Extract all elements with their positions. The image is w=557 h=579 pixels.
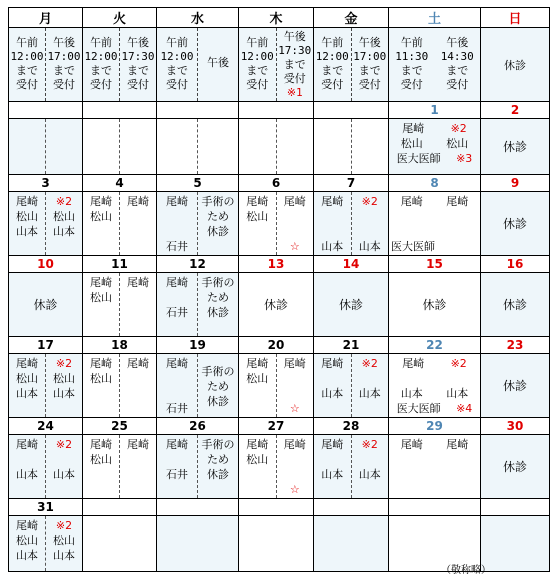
- doc: 尾崎: [246, 438, 269, 451]
- doc: 松山: [90, 372, 112, 385]
- date: 22: [389, 337, 481, 354]
- cell-28: [314, 435, 389, 499]
- weekday-sat: 土: [389, 8, 481, 28]
- doc: 尾崎: [400, 438, 423, 451]
- note-mark: ※2: [361, 438, 378, 451]
- hours-fri: [314, 28, 389, 102]
- hours-wed: [157, 28, 239, 102]
- doc: 山本: [321, 468, 344, 481]
- doc: 山本: [321, 240, 344, 253]
- doc: 松山: [53, 372, 75, 385]
- date: 27: [239, 418, 314, 435]
- note-mark: ※1: [286, 86, 303, 99]
- weekday-thu: 木: [239, 8, 314, 28]
- hours-tue: [83, 28, 157, 102]
- doc: 松山: [400, 137, 423, 150]
- date: 16: [481, 256, 550, 273]
- hours-thu-am: 午前 12:00 まで 受付: [239, 28, 277, 101]
- doc: 尾崎: [283, 357, 306, 370]
- cell-21: [314, 354, 389, 418]
- date: 18: [83, 337, 157, 354]
- doc: 松山: [90, 291, 112, 304]
- doc: 石井: [166, 306, 188, 319]
- doc: 山本: [321, 387, 344, 400]
- doc: 松山: [446, 137, 469, 150]
- date-w1-sun: 2: [481, 102, 550, 119]
- hours-wed-am: 午前 12:00 まで 受付: [157, 28, 198, 101]
- doc: 尾崎: [400, 195, 423, 208]
- doc: 尾崎: [16, 438, 38, 451]
- date: 29: [389, 418, 481, 435]
- doc: 尾崎: [16, 195, 38, 208]
- doc: 山本: [53, 549, 75, 562]
- hours-thu-pm-text: 午後 17:30 まで 受付: [278, 30, 312, 85]
- note-mark: ※2: [361, 195, 378, 208]
- cell-19: [157, 354, 239, 418]
- doc: 尾崎: [166, 438, 188, 451]
- surgery-closed: 手術の ため 休診: [201, 438, 235, 481]
- weekday-wed: 水: [157, 8, 239, 28]
- surgery-closed: 手術の ため 休診: [201, 365, 235, 408]
- date: 4: [83, 175, 157, 192]
- surgery-closed: 手術の ため 休診: [201, 195, 235, 238]
- hours-sat-pm: 午後 14:30 まで 受付: [440, 36, 474, 91]
- doc: 松山: [246, 210, 269, 223]
- note-mark: ※4: [456, 402, 473, 415]
- hours-wed-pm: 午後: [207, 56, 229, 69]
- cell-17: [9, 354, 83, 418]
- date: 6: [239, 175, 314, 192]
- star-icon: ☆: [289, 402, 300, 415]
- closed-label: 休診: [502, 379, 527, 393]
- cell-5: [157, 192, 239, 256]
- date: 23: [481, 337, 550, 354]
- doc: 尾崎: [90, 195, 112, 208]
- doc: 松山: [16, 210, 38, 223]
- doc: 松山: [53, 210, 75, 223]
- cell-26: [157, 435, 239, 499]
- hours-sun: [481, 28, 550, 102]
- star-icon: ☆: [289, 240, 300, 253]
- doc: 松山: [246, 453, 269, 466]
- doc: 医大医師: [396, 152, 441, 165]
- cell-9: [481, 192, 550, 256]
- doc: 石井: [166, 240, 188, 253]
- date-w1-sat: 1: [389, 102, 481, 119]
- doc: 山本: [400, 387, 423, 400]
- note-mark: ※2: [361, 357, 378, 370]
- doc: 松山: [90, 210, 112, 223]
- date: 9: [481, 175, 550, 192]
- doc: 山本: [16, 468, 38, 481]
- doc: 尾崎: [321, 195, 344, 208]
- cell-15: [389, 273, 481, 337]
- note-mark: ※2: [55, 519, 73, 532]
- cell-29: [389, 435, 481, 499]
- cell-3: [9, 192, 83, 256]
- doc: 尾崎: [166, 357, 188, 370]
- doc: 尾崎: [246, 357, 269, 370]
- doc: 尾崎: [246, 195, 269, 208]
- cell-23: [481, 354, 550, 418]
- hours-fri-pm: 午後 17:00 まで 受付: [353, 36, 387, 91]
- doc: 尾崎: [166, 195, 188, 208]
- doc: 尾崎: [16, 519, 38, 532]
- closed-label: 休診: [502, 140, 527, 154]
- date: 28: [314, 418, 389, 435]
- closed-label: 休診: [502, 298, 527, 312]
- cell-2: [481, 119, 550, 175]
- date: 14: [314, 256, 389, 273]
- date-w1-wed: [157, 102, 239, 119]
- closed-label: 休診: [422, 298, 447, 312]
- doc: 尾崎: [127, 276, 149, 289]
- cell-31: [9, 516, 83, 572]
- cell-16: [481, 273, 550, 337]
- weekday-mon: 月: [9, 8, 83, 28]
- doc: 松山: [246, 372, 269, 385]
- date: 31: [9, 499, 83, 516]
- closed-label: 休診: [502, 217, 527, 231]
- doc: 山本: [53, 468, 75, 481]
- cell-27: [239, 435, 314, 499]
- hours-mon-am: 午前 12:00 まで 受付: [9, 28, 46, 101]
- doc: 医大医師: [391, 240, 435, 253]
- doc: 松山: [16, 372, 38, 385]
- doc: 尾崎: [127, 438, 149, 451]
- weekday-sun: 日: [481, 8, 550, 28]
- date: 20: [239, 337, 314, 354]
- doc: 山本: [16, 387, 38, 400]
- date: 26: [157, 418, 239, 435]
- doc: 石井: [166, 402, 188, 415]
- cell-12: [157, 273, 239, 337]
- cell-10: [9, 273, 83, 337]
- cell-30: [481, 435, 550, 499]
- doc: 尾崎: [16, 357, 38, 370]
- doc: 尾崎: [446, 195, 469, 208]
- closed-label: 休診: [263, 298, 288, 312]
- date: 13: [239, 256, 314, 273]
- doc: 松山: [53, 534, 75, 547]
- date-w1-fri: [314, 102, 389, 119]
- cell-20: [239, 354, 314, 418]
- doc: 松山: [16, 534, 38, 547]
- date: 24: [9, 418, 83, 435]
- date: 5: [157, 175, 239, 192]
- closed-label: 休診: [33, 298, 58, 312]
- hours-row: [9, 28, 550, 102]
- note-mark: ※2: [55, 438, 73, 451]
- surgery-closed: 手術の ため 休診: [201, 276, 235, 319]
- date-w1-thu: [239, 102, 314, 119]
- hours-thu-pm: [277, 28, 314, 101]
- doc: 尾崎: [283, 195, 306, 208]
- cell-18: [83, 354, 157, 418]
- hours-tue-am: 午前 12:00 まで 受付: [83, 28, 120, 101]
- hours-tue-pm: 午後 17:30 まで 受付: [121, 36, 155, 91]
- doc: 山本: [446, 387, 469, 400]
- note-mark: ※2: [450, 357, 467, 370]
- date: 10: [9, 256, 83, 273]
- weekday-tue: 火: [83, 8, 157, 28]
- hours-sat-am: 午前 11:30 まで 受付: [395, 36, 429, 91]
- hours-fri-am: 午前 12:00 まで 受付: [314, 28, 352, 101]
- doc: 山本: [358, 468, 381, 481]
- doc: 石井: [166, 468, 188, 481]
- hours-sat: [389, 28, 481, 102]
- note-mark: ※2: [450, 122, 467, 135]
- hours-thu: [239, 28, 314, 102]
- cell-8: [389, 192, 481, 256]
- date: 15: [389, 256, 481, 273]
- doc: 尾崎: [90, 276, 112, 289]
- doc: 尾崎: [283, 438, 306, 451]
- weekday-fri: 金: [314, 8, 389, 28]
- doc: 尾崎: [321, 357, 344, 370]
- cell-4: [83, 192, 157, 256]
- date: 30: [481, 418, 550, 435]
- date: 21: [314, 337, 389, 354]
- cell-24: [9, 435, 83, 499]
- date: 17: [9, 337, 83, 354]
- schedule-calendar: [8, 7, 550, 572]
- hours-mon-pm: 午後 17:00 まで 受付: [47, 36, 81, 91]
- doc: 尾崎: [90, 357, 112, 370]
- doc: 尾崎: [127, 357, 149, 370]
- hours-sun-closed: 休診: [504, 58, 526, 72]
- doc: 松山: [90, 453, 112, 466]
- doc: 尾崎: [402, 122, 425, 135]
- doc: 尾崎: [166, 276, 188, 289]
- date: 8: [389, 175, 481, 192]
- date-w1-mon: [9, 102, 83, 119]
- doc: 山本: [16, 225, 38, 238]
- note-mark: ※2: [55, 195, 73, 208]
- doc: 山本: [53, 387, 75, 400]
- star-icon: ☆: [289, 483, 300, 496]
- date: 11: [83, 256, 157, 273]
- date: 19: [157, 337, 239, 354]
- cell-1: [389, 119, 481, 175]
- cell-14: [314, 273, 389, 337]
- doc: 尾崎: [90, 438, 112, 451]
- cell-11: [83, 273, 157, 337]
- date: 3: [9, 175, 83, 192]
- doc: 尾崎: [402, 357, 425, 370]
- hours-mon: [9, 28, 83, 102]
- doc: 医大医師: [396, 402, 441, 415]
- doc: 山本: [53, 225, 75, 238]
- note-mark: ※2: [55, 357, 73, 370]
- note-mark: ※3: [456, 152, 473, 165]
- doc: 尾崎: [321, 438, 344, 451]
- date: 25: [83, 418, 157, 435]
- doc: 尾崎: [127, 195, 149, 208]
- cell-7: [314, 192, 389, 256]
- cell-25: [83, 435, 157, 499]
- date: 12: [157, 256, 239, 273]
- doc: 山本: [358, 387, 381, 400]
- date: 7: [314, 175, 389, 192]
- closed-label: 休診: [338, 298, 363, 312]
- closed-label: 休診: [502, 460, 527, 474]
- date-w1-tue: [83, 102, 157, 119]
- cell-6: [239, 192, 314, 256]
- weekday-header-row: [9, 8, 550, 28]
- doc: 山本: [358, 240, 381, 253]
- cell-13: [239, 273, 314, 337]
- cell-22: [389, 354, 481, 418]
- doc: 山本: [16, 549, 38, 562]
- footer-note: （敬称略）: [441, 565, 491, 576]
- doc: 尾崎: [446, 438, 469, 451]
